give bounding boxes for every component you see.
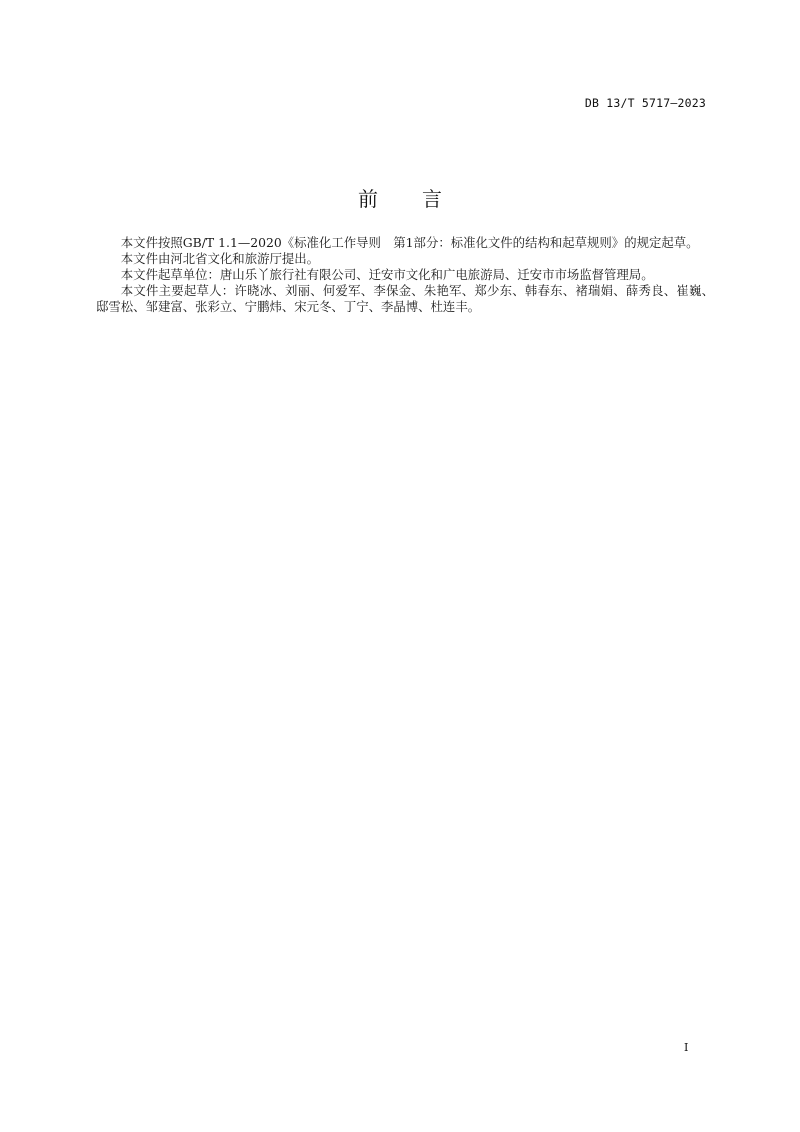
page-number: I (684, 1041, 689, 1054)
title-char-2: 言 (422, 187, 442, 211)
page-title (0, 183, 800, 212)
foreword-body (96, 235, 714, 315)
title-char-1: 前 (358, 187, 378, 211)
paragraph-proposer: 本文件由河北省文化和旅游厅提出。 (120, 251, 320, 266)
paragraph-drafters: 本文件主要起草人：许晓冰、刘丽、何爱军、李保金、朱艳军、郑少东、韩春东、褚瑞娟、薛秀良、崔巍、邸雪松、邹建富、张彩立、宁鹏炜、宋元冬、丁宁、李晶博、杜连丰。 (96, 283, 714, 314)
paragraph-drafting-units: 本文件起草单位：唐山乐丫旅行社有限公司、迁安市文化和广电旅游局、迁安市市场监督管理局。 (120, 267, 654, 282)
document-code: DB 13/T 5717—2023 (584, 96, 706, 110)
paragraph-drafting-rules: 本文件按照GB/T 1.1—2020《标准化工作导则 第1部分：标准化文件的结构和起草规则》的规定起草。 (120, 235, 699, 250)
